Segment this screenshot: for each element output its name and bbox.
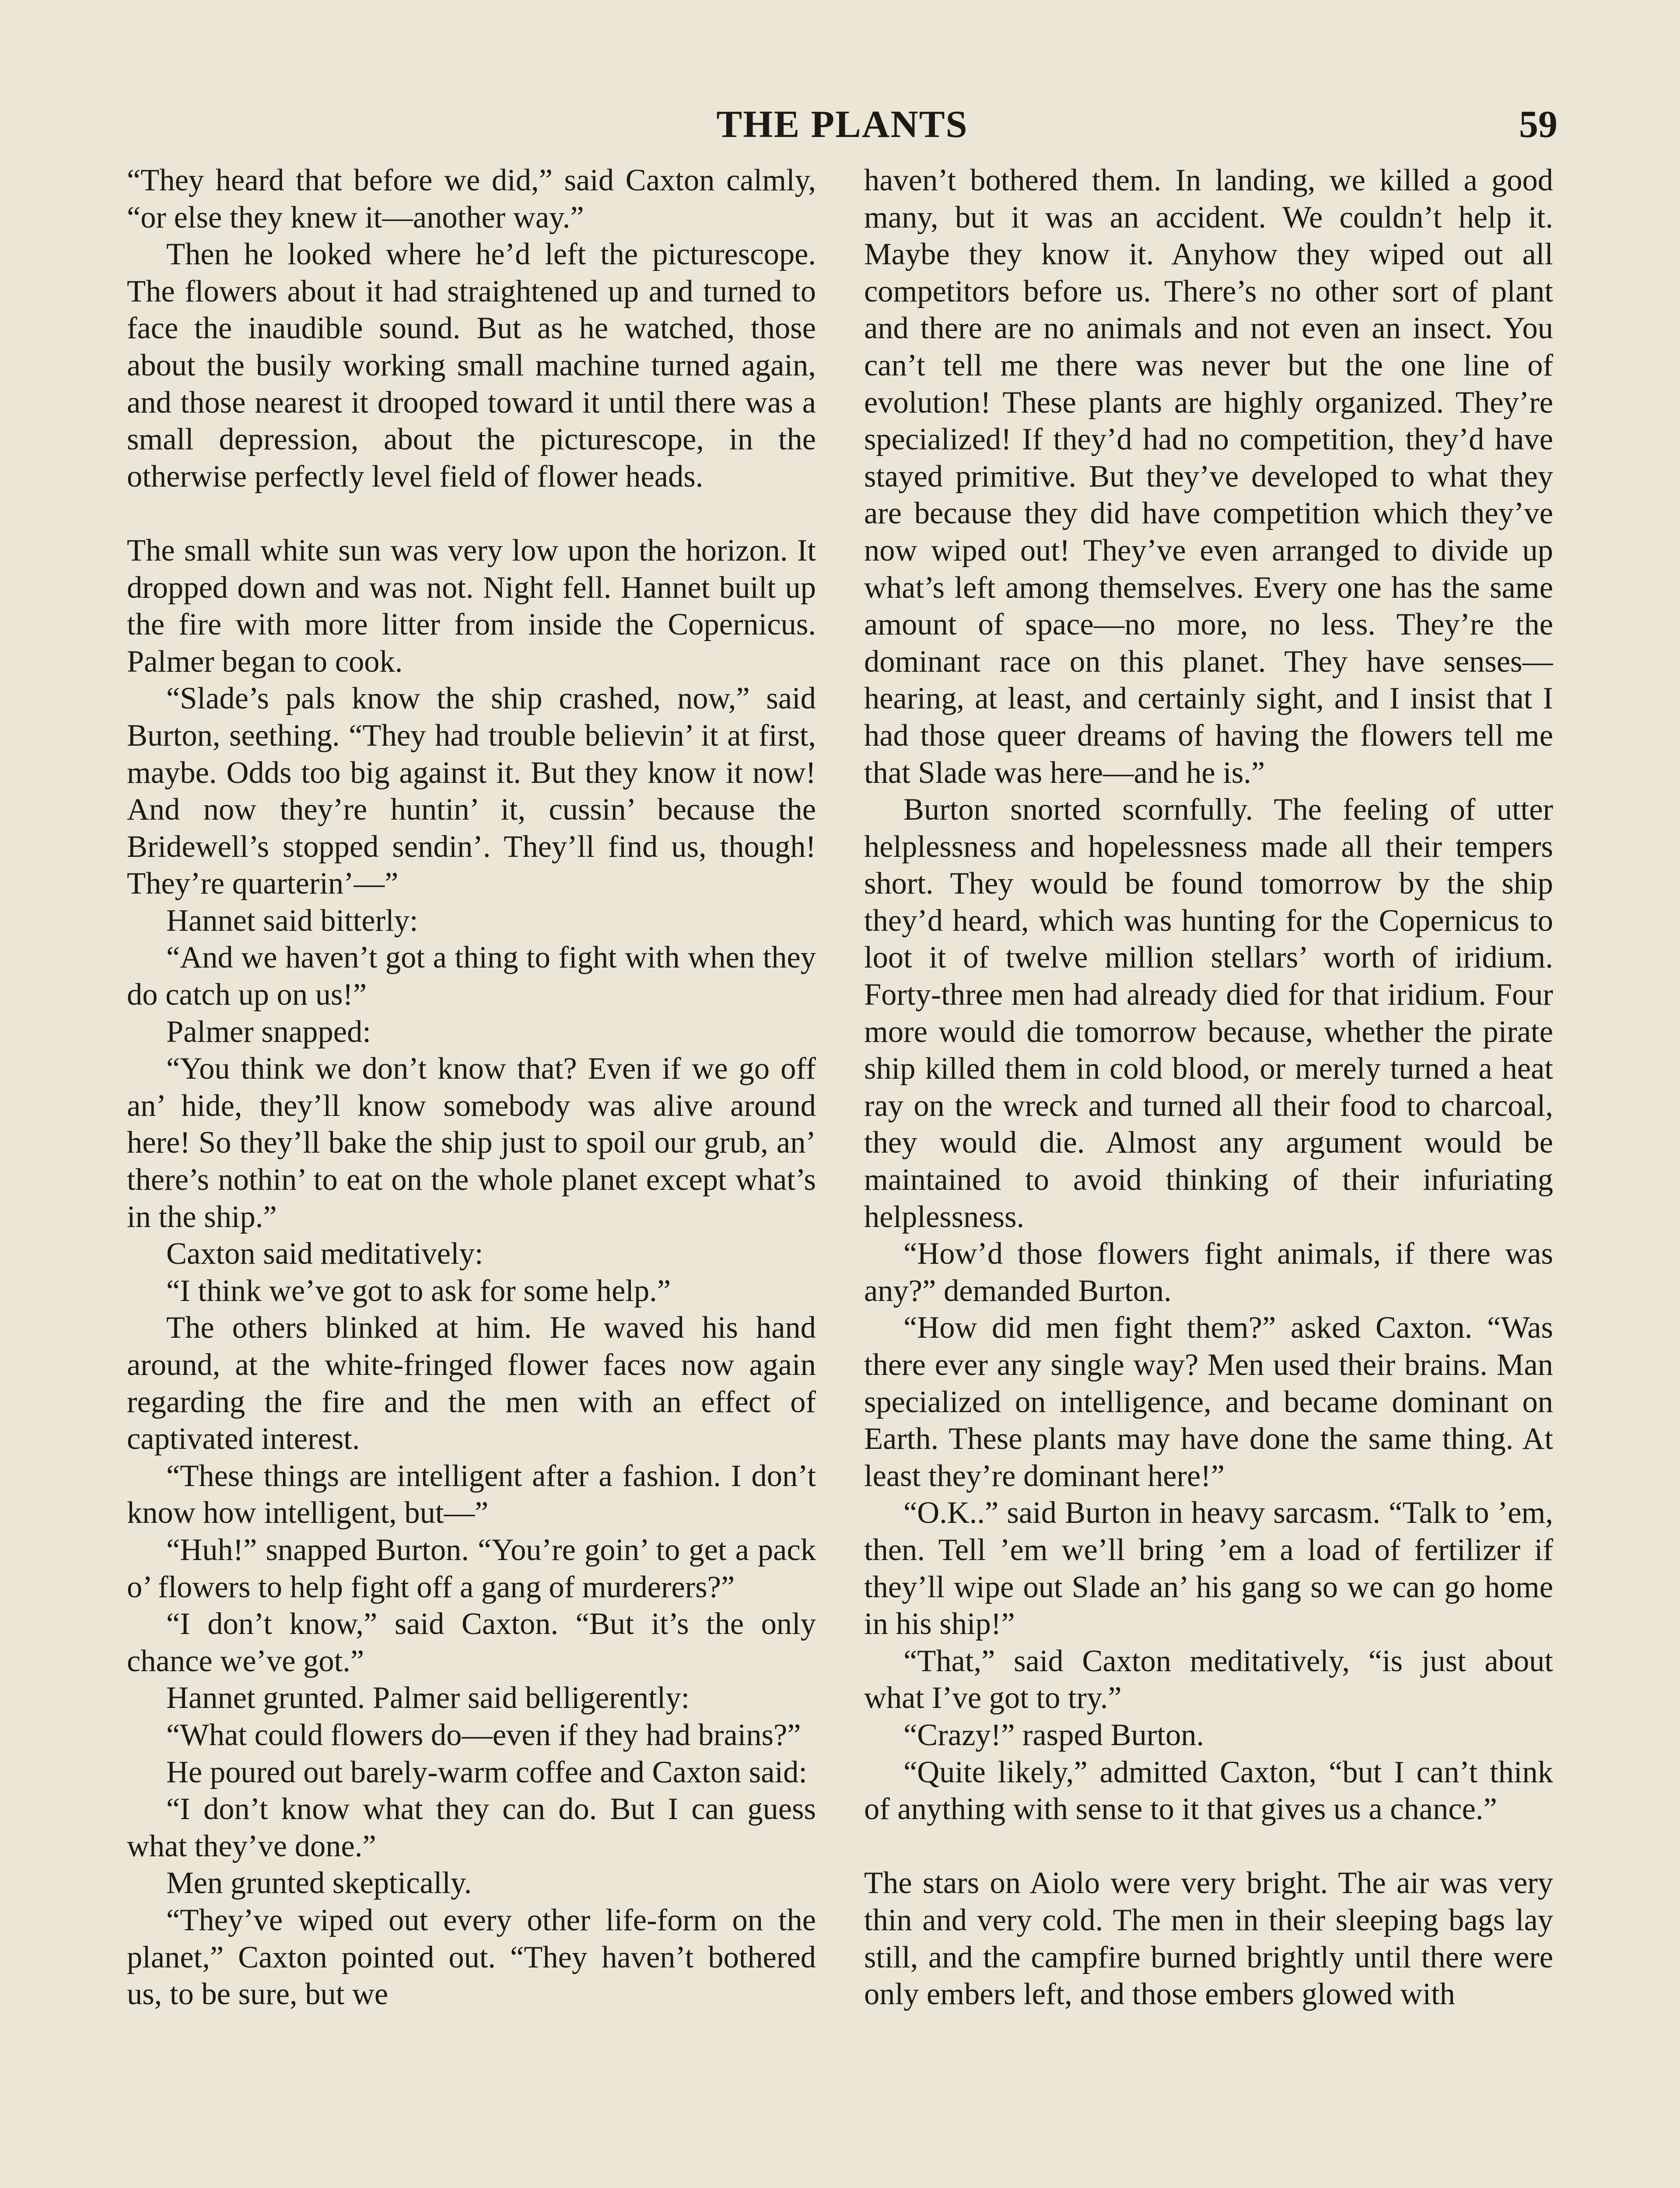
paragraph: “What could flowers do—even if they had brains?” — [166, 1718, 801, 1752]
paragraph: “You think we don’t know that? Even if we go off an’ hide, they’ll know somebody was alive around here! So they’ll bake the ship just to spoil our grub, an’ there’s nothin’ to eat on the whole planet except what’s in the ship.” — [127, 1052, 816, 1234]
paragraph: Palmer snapped: — [166, 1014, 371, 1049]
paragraph: “They heard that before we did,” said Caxton calmly, “or else they knew it—another way.” — [127, 163, 816, 235]
paragraph: “I don’t know what they can do. But I can guess what they’ve done.” — [127, 1792, 816, 1863]
paragraph: haven’t bothered them. In landing, we killed a good many, but it was an accident. We couldn’t help it. Maybe they know it. Anyhow they wiped out all competitors before us. There’s no other sort of plant and there are no animals and not even an insect. You can’t tell me there was never but the one line of evolution! These plants are highly organized. They’re specialized! If they’d had no competition, they’d have stayed primitive. But they’ve developed to what they are because they did have competition which they’ve now wiped out! They’ve even arranged to divide up what’s left among themselves. Every one has the same amount of space—no more, no less. They’re the dominant race on this planet. They have senses—hearing, at least, and certainly sight, and I insist that I had those queer dreams of having the flowers tell me that Slade was here—and he is.” — [864, 163, 1553, 790]
paragraph: “These things are intelligent after a fashion. I don’t know how intelligent, but—” — [127, 1459, 816, 1530]
paragraph: The small white sun was very low upon the horizon. It dropped down and was not. Night fell. Hannet built up the fire with more litter from inside the Copernicus. Palmer began to cook. — [127, 533, 816, 679]
paragraph: “Slade’s pals know the ship crashed, now,” said Burton, seething. “They had trouble believin’ it at first, maybe. Odds too big against it. But they know it now! And now they’re huntin’ it, cussin’ because the Bridewell’s stopped sendin’. They’ll find us, though! They’re quarterin’—” — [127, 681, 816, 901]
paragraph: Hannet said bitterly: — [166, 903, 418, 938]
page-number: 59 — [1519, 103, 1558, 146]
paragraph: “How’d those flowers fight animals, if there was any?” demanded Burton. — [864, 1237, 1553, 1308]
right-text-column — [864, 162, 1553, 2188]
paragraph: “I don’t know,” said Caxton. “But it’s the only chance we’ve got.” — [127, 1607, 816, 1678]
paragraph: The stars on Aiolo were very bright. The air was very thin and very cold. The men in their sleeping bags lay still, and the campfire burned brightly until there were only embers left, and those embers glowed with — [864, 1866, 1553, 2012]
paragraph: The others blinked at him. He waved his hand around, at the white-fringed flower faces now again regarding the fire and the men with an effect of captivated interest. — [127, 1311, 816, 1456]
paragraph: “Crazy!” rasped Burton. — [903, 1718, 1204, 1752]
paragraph: “Huh!” snapped Burton. “You’re goin’ to get a pack o’ flowers to help fight off a gang of murderers?” — [127, 1532, 816, 1604]
paragraph: Men grunted skeptically. — [166, 1866, 472, 1900]
paragraph: Then he looked where he’d left the picturescope. The flowers about it had straightened up and turned to face the inaudible sound. But as he watched, those about the busily working small machine turned again, and those nearest it drooped toward it until there was a small depression, about the picturescope, in the otherwise perfectly level field of flower heads. — [127, 237, 816, 494]
paragraph: “That,” said Caxton meditatively, “is just about what I’ve got to try.” — [864, 1644, 1553, 1715]
page-header — [127, 96, 1558, 153]
paragraph: “They’ve wiped out every other life-form on the planet,” Caxton pointed out. “They haven’t bothered us, to be sure, but we — [127, 1903, 816, 2012]
paragraph: Caxton said meditatively: — [166, 1237, 483, 1271]
paragraph: “How did men fight them?” asked Caxton. “Was there ever any single way? Men used their brains. Man specialized on intelligence, and became dominant on Earth. These plants may have done the same thing. At least they’re dominant here!” — [864, 1311, 1553, 1493]
paragraph: “O.K..” said Burton in heavy sarcasm. “Talk to ’em, then. Tell ’em we’ll bring ’em a load of fertilizer if they’ll wipe out Slade an’ his gang so we can go home in his ship!” — [864, 1496, 1553, 1641]
paragraph: “And we haven’t got a thing to fight with when they do catch up on us!” — [127, 940, 816, 1012]
paragraph: Burton snorted scornfully. The feeling of utter helplessness and hopelessness made all their tempers short. They would be found tomorrow by the ship they’d heard, which was hunting for the Copernicus to loot it of twelve million stellars’ worth of iridium. Forty-three men had already died for that iridium. Four more would die tomorrow because, whether the pirate ship killed them in cold blood, or merely turned a heat ray on the wreck and turned all their food to charcoal, they would die. Almost any argument would be maintained to avoid thinking of their infuriating helplessness. — [864, 792, 1553, 1234]
left-text-column — [127, 162, 816, 2188]
paragraph: He poured out barely-warm coffee and Caxton said: — [166, 1755, 807, 1789]
paragraph: “I think we’ve got to ask for some help.” — [166, 1273, 671, 1308]
running-title: THE PLANTS — [716, 103, 968, 146]
paragraph: “Quite likely,” admitted Caxton, “but I can’t think of anything with sense to it that gives us a chance.” — [864, 1755, 1553, 1827]
paragraph: Hannet grunted. Palmer said belligerently: — [166, 1681, 690, 1715]
